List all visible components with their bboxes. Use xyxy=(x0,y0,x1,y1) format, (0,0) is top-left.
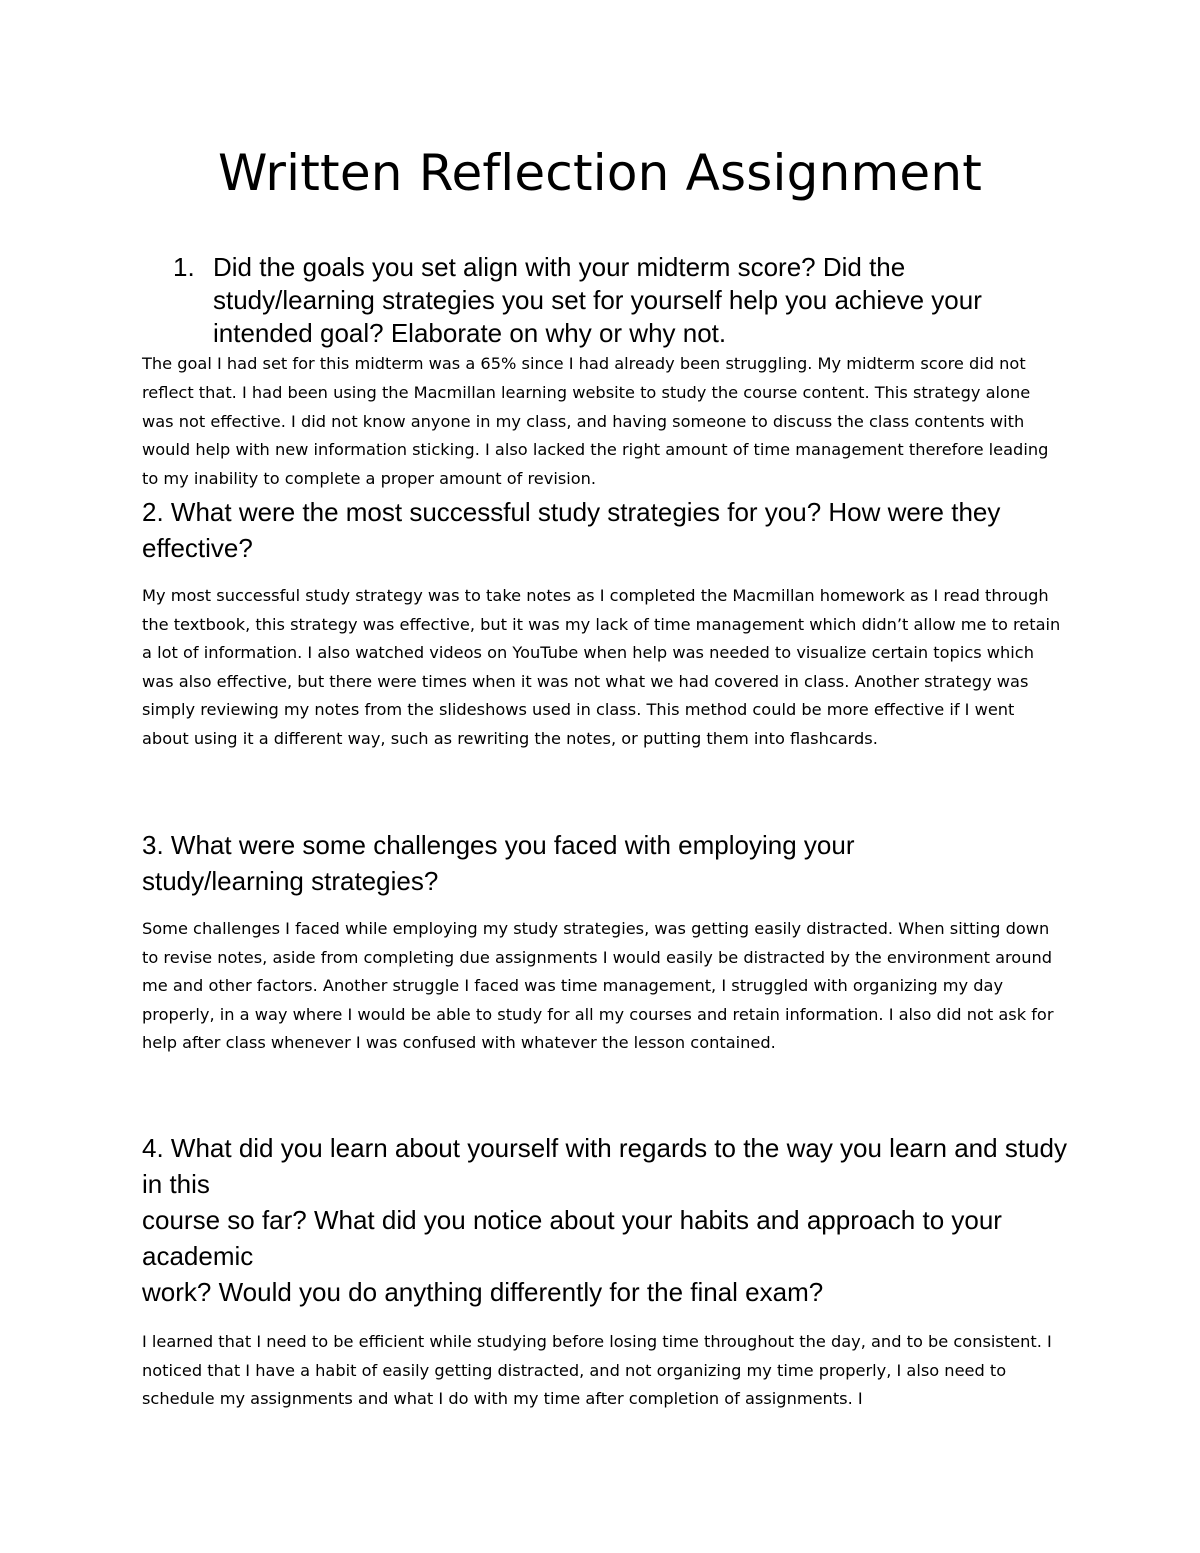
question-4-line-1: 4. What did you learn about yourself with regards to the way you learn and study in this xyxy=(142,1133,1067,1199)
question-4 xyxy=(142,1130,1072,1310)
question-1 xyxy=(173,251,1053,350)
answer-3: Some challenges I faced while employing my study strategies, was getting easily distracted. When sitting down to revise notes, aside from completing due assignments I would easily be distracted by the environment around me and other factors. Another struggle I faced was time management, I struggled with organizing my day properly, in a way where I would be able to study for all my courses and retain information. I also did not ask for help after class whenever I was confused with whatever the lesson contained. xyxy=(142,919,1054,1052)
answer-2: My most successful study strategy was to take notes as I completed the Macmillan homework as I read through the textbook, this strategy was effective, but it was my lack of time management which didn’t allow me to retain a lot of information. I also watched videos on YouTube when help was needed to visualize certain topics which was also effective, but there were times when it was not what we had covered in class. Another strategy was simply reviewing my notes from the slideshows used in class. This method could be more effective if I went about using it a different way, such as rewriting the notes, or putting them into flashcards. xyxy=(142,586,1061,748)
question-2: 2. What were the most successful study strategies for you? How were they effective? xyxy=(142,497,1001,563)
question-3: 3. What were some challenges you faced with employing your study/learning strategies? xyxy=(142,830,855,896)
document-title: Written Reflection Assignment xyxy=(217,144,983,202)
question-1-number: 1. xyxy=(173,252,195,282)
question-4-line-3: work? Would you do anything differently for the final exam? xyxy=(142,1277,824,1307)
question-1-text: Did the goals you set align with your midterm score? Did the study/learning strategies you set for yourself help you achieve your intended goal? Elaborate on why or why not. xyxy=(213,252,982,348)
answer-1: The goal I had set for this midterm was a 65% since I had already been struggling. My midterm score did not reflect that. I had been using the Macmillan learning website to study the course content. This strategy alone was not effective. I did not know anyone in my class, and having someone to discuss the class contents with would help with new information sticking. I also lacked the right amount of time management therefore leading to my inability to complete a proper amount of revision. xyxy=(142,354,1049,489)
answer-4: I learned that I need to be efficient while studying before losing time throughout the day, and to be consistent. I noticed that I have a habit of easily getting distracted, and not organizing my time properly, I also need to schedule my assignments and what I do with my time after completion of assignments. I xyxy=(142,1332,1052,1408)
question-4-line-2: course so far? What did you notice about your habits and approach to your academic xyxy=(142,1205,1002,1271)
